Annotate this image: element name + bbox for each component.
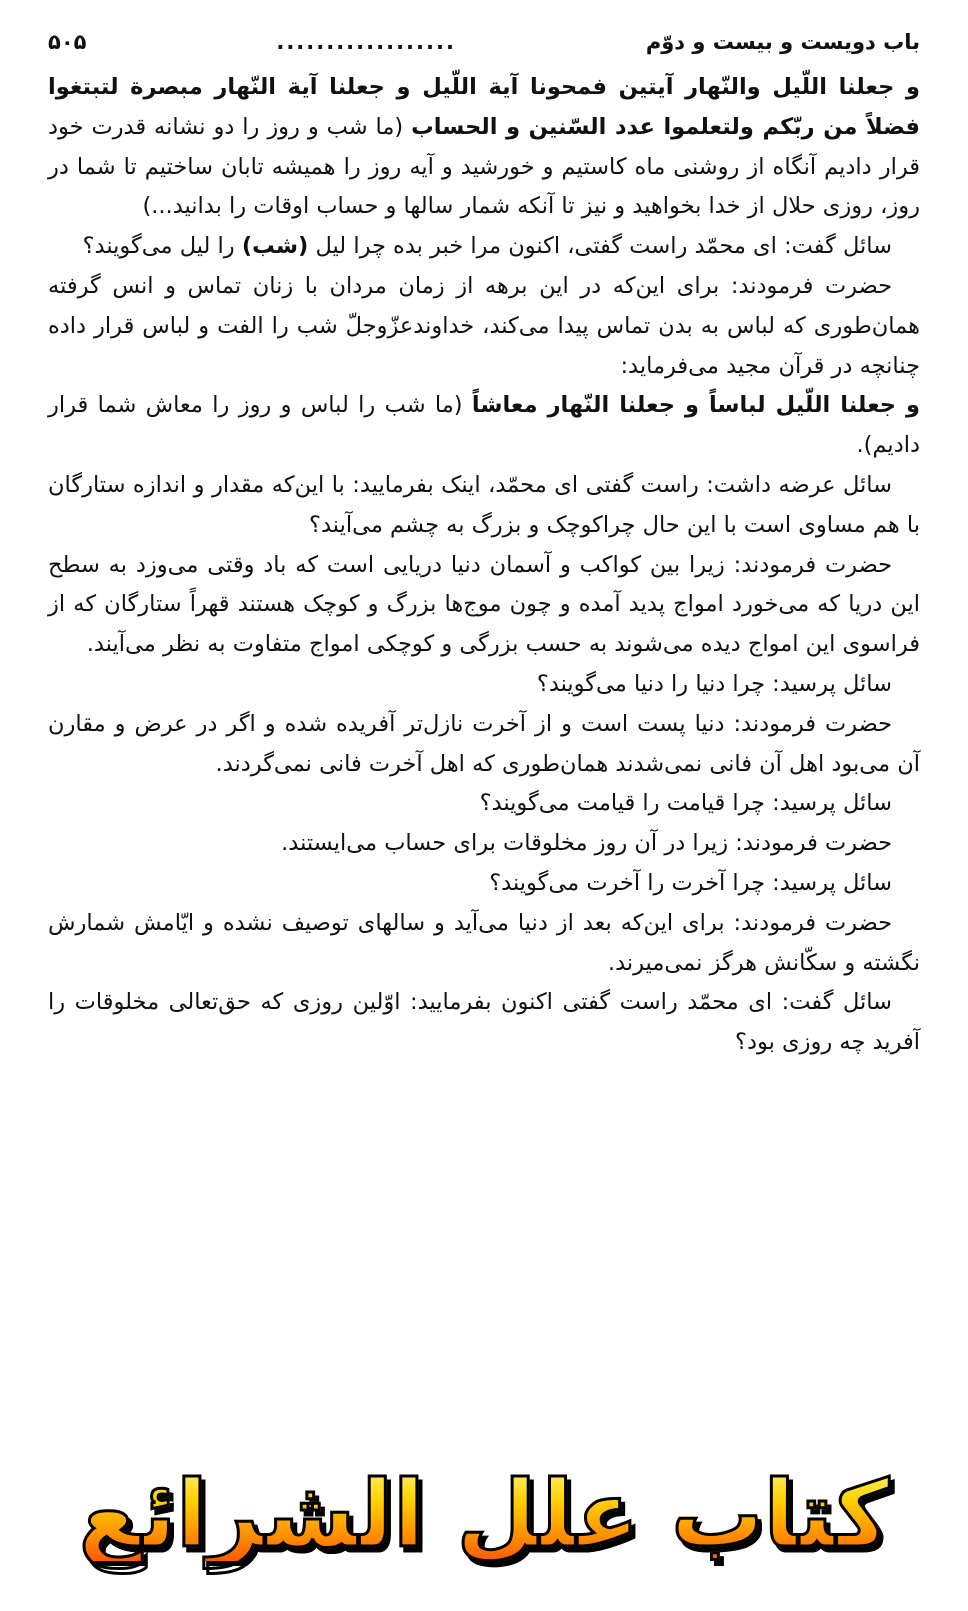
paragraph [48, 705, 920, 785]
paragraph [48, 864, 920, 904]
paragraph [48, 546, 920, 665]
paragraph-text: حضرت فرمودند: دنیا پست است و از آخرت نازل‌تر آفریده شده و اگر در عرض و مقارن آن می‌بود اهل آن فانی نمی‌شدند همان‌طوری که اهل آخرت فانی نمی‌گردند. [48, 710, 920, 777]
paragraph-text: حضرت فرمودند: برای این‌که بعد از دنیا می‌آید و سالهای توصیف نشده و ایّامش شمارش نگشته و سکّانش هرگز نمی‌میرند. [48, 909, 920, 976]
book-page [48, 30, 920, 1460]
paragraph-text: حضرت فرمودند: زیرا در آن روز مخلوقات برای حساب می‌ایستند. [281, 830, 892, 857]
header-leader-dots: .................. [276, 30, 456, 54]
page-number: ۵۰۵ [48, 30, 87, 54]
paragraph-text: حضرت فرمودند: زیرا بین کواکب و آسمان دنیا دریایی است که باد وقتی می‌وزد به سطح این دریا که می‌خورد امواج پدید آمده و چون موج‌ها بزرگ و کوچک هستند قهراً ستارگان که از فراسوی این امواج دیده می‌شوند به حسب بزرگی و کوچکی امواج متفاوت به نظر می‌آیند. [48, 551, 920, 658]
paragraph [48, 904, 920, 984]
paragraph-text: (ما شب را لباس و روز را معاش شما قرار دادیم). [48, 392, 920, 459]
emphasis-word: (شب) [241, 233, 309, 260]
paragraph-text: سائل پرسید: چرا دنیا را دنیا می‌گویند؟ [536, 670, 892, 697]
paragraph-text: سائل گفت: ای محمّد راست گفتی، اکنون مرا خبر بده چرا لیل [308, 233, 892, 260]
chapter-title: باب دویست و بیست و دوّم [645, 30, 920, 54]
paragraph-text: (ما شب و روز را دو نشانه قدرت خود قرار دادیم آنگاه از روشنی ماه کاستیم و خورشید و آیه روز را همیشه تابان ساختیم تا شما در روز، روزی حلال از خدا بخواهید و نیز تا آنکه شمار سالها و حساب اوقات را بدانید...) [48, 113, 920, 220]
paragraph [48, 824, 920, 864]
paragraph-text: را لیل می‌گویند؟ [82, 233, 242, 260]
paragraph [48, 267, 920, 386]
paragraph-text: سائل پرسید: چرا آخرت را آخرت می‌گویند؟ [489, 869, 892, 896]
paragraph-text: سائل پرسید: چرا قیامت را قیامت می‌گویند؟ [479, 790, 892, 817]
paragraph [48, 466, 920, 546]
quran-verse: و جعلنا اللّیل والنّهار آیتین فمحونا آیة اللّیل و جعلنا آیة النّهار مبصرة لتبتغوا فضلاً من ربّکم ولتعلموا عدد السّنین و الحساب [48, 74, 920, 140]
paragraph-text: سائل عرضه داشت: راست گفتی ای محمّد، اینک بفرمایید: با این‌که مقدار و اندازه ستارگان با هم مساوی است با این حال چراکوچک و بزرگ به چشم می‌آیند؟ [48, 471, 920, 538]
paragraph [48, 68, 920, 227]
paragraph [48, 227, 920, 267]
paragraph [48, 983, 920, 1063]
paragraph-text: سائل گفت: ای محمّد راست گفتی اکنون بفرمایید: اوّلین روزی که حق‌تعالی مخلوقات را آفرید چه روزی بود؟ [48, 989, 920, 1056]
paragraph [48, 665, 920, 705]
paragraph-text: حضرت فرمودند: برای این‌که در این برهه از زمان مردان با زنان تماس و انس گرفته همان‌طوری که لباس به بدن تماس پیدا می‌کند، خداوندعزّوجلّ شب را الفت و لباس قرار داده چنانچه در قرآن مجید می‌فرماید: [48, 272, 920, 379]
paragraph [48, 386, 920, 466]
paragraph [48, 784, 920, 824]
page-body [48, 68, 920, 1063]
book-title-text: کتاب علل الشرائع [78, 1461, 890, 1568]
quran-verse: و جعلنا اللّیل لباساً و جعلنا النّهار معاشاً [471, 392, 921, 419]
page-header [48, 30, 920, 68]
book-title-banner [0, 1440, 968, 1590]
